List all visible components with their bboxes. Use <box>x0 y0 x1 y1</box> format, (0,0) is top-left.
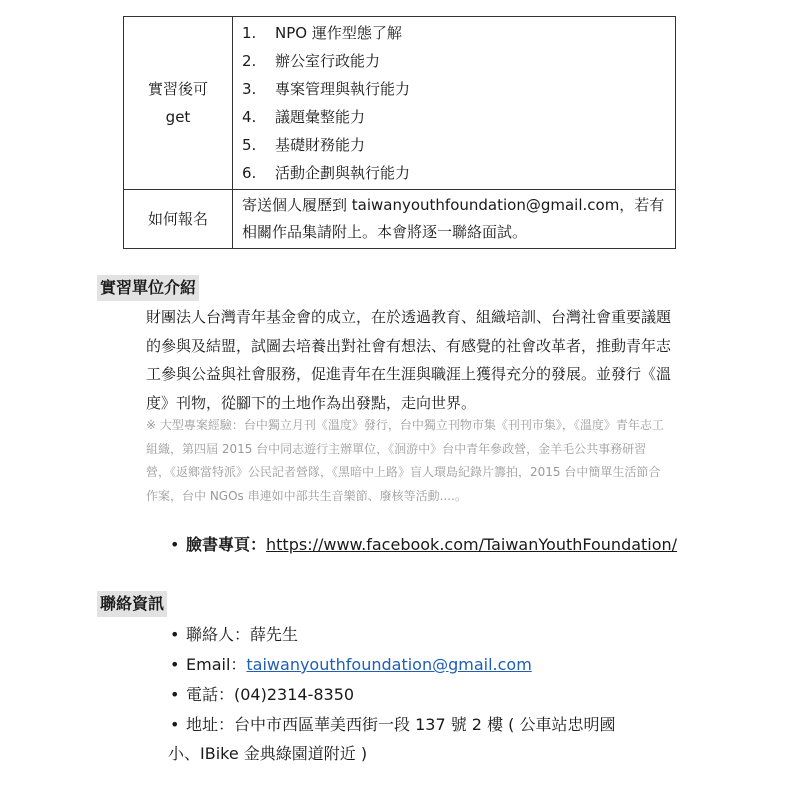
apply-row <box>124 190 676 249</box>
contact-person-bullet <box>170 624 298 646</box>
contact-address-bullet <box>170 714 615 736</box>
skill-number: 6. <box>242 164 257 182</box>
contact-phone: 電話：(04)2314-8350 <box>186 685 355 704</box>
apply-content-cell <box>233 190 676 249</box>
contact-address-line2: 小、IBike 金典綠園道附近 ) <box>168 744 368 763</box>
skill-item <box>242 159 667 187</box>
skill-text: 基礎財務能力 <box>275 136 366 154</box>
skills-label-line1: 實習後可 <box>147 80 208 98</box>
bullet-dot-icon: • <box>170 685 180 704</box>
skills-list <box>242 19 667 187</box>
contact-phone-bullet <box>170 684 354 706</box>
contact-address-line1: 地址：台中市西區華美西街一段 137 號 2 樓 ( 公車站忠明國 <box>186 715 616 734</box>
skills-label-cell <box>124 17 233 190</box>
facebook-bullet <box>170 534 677 556</box>
skill-text: 議題彙整能力 <box>275 108 366 126</box>
apply-text: 寄送個人履歷到 taiwanyouthfoundation@gmail.com，若有相關作品集請附上。本會將逐一聯絡面試。 <box>242 196 665 241</box>
skill-item <box>242 75 667 103</box>
contact-heading: 聯絡資訊 <box>97 591 167 617</box>
bullet-dot-icon: • <box>170 715 180 734</box>
skills-content-cell <box>233 17 676 190</box>
email-label: Email： <box>186 655 247 674</box>
bullet-dot-icon: • <box>170 535 180 554</box>
skill-text: 活動企劃與執行能力 <box>275 164 411 182</box>
skill-text: NPO 運作型態了解 <box>275 24 402 42</box>
skill-number: 1. <box>242 24 257 42</box>
facebook-link[interactable]: https://www.facebook.com/TaiwanYouthFoundation/ <box>266 535 678 554</box>
apply-label-cell: 如何報名 <box>124 190 233 249</box>
info-table <box>123 16 676 249</box>
skill-item <box>242 131 667 159</box>
skill-item <box>242 103 667 131</box>
bullet-dot-icon: • <box>170 625 180 644</box>
intro-heading: 實習單位介紹 <box>97 275 199 301</box>
skill-text: 辦公室行政能力 <box>275 52 381 70</box>
skill-number: 2. <box>242 52 257 70</box>
skill-number: 3. <box>242 80 257 98</box>
contact-email-bullet <box>170 654 532 676</box>
email-link[interactable]: taiwanyouthfoundation@gmail.com <box>246 655 532 674</box>
skills-row <box>124 17 676 190</box>
skill-item <box>242 47 667 75</box>
skill-item <box>242 19 667 47</box>
skill-number: 5. <box>242 136 257 154</box>
contact-person: 聯絡人：薛先生 <box>186 625 299 644</box>
intro-paragraph: 財團法人台灣青年基金會的成立，在於透過教育、組織培訓、台灣社會重要議題的參與及結盟，試圖去培養出對社會有想法、有感覺的社會改革者，推動青年志工參與公益與社會服務，促進青年在生涯與職涯上獲得充分的發展。並發行《溫度》刊物，從腳下的土地作為出發點，走向世界。 <box>146 308 672 412</box>
skill-number: 4. <box>242 108 257 126</box>
skill-text: 專案管理與執行能力 <box>275 80 411 98</box>
facebook-label: 臉書專頁： <box>186 535 267 554</box>
intro-note: ※ 大型專案經驗：台中獨立月刊《溫度》發行，台中獨立刊物市集《刊刊市集》，《溫度》青年志工組織，第四屆 2015 台中同志遊行主辦單位，《洄游中》台中青年參政營，金羊毛公共事務研習營，《返鄉當特派》公民記者營隊，《黑暗中上路》盲人環島紀錄片籌拍，2015 台中簡單生活節合作案，台中 NGOs 串連如中部共生音樂節、廢核等活動....。 <box>146 418 664 503</box>
bullet-dot-icon: • <box>170 655 180 674</box>
skills-label-line2: get <box>165 108 191 126</box>
